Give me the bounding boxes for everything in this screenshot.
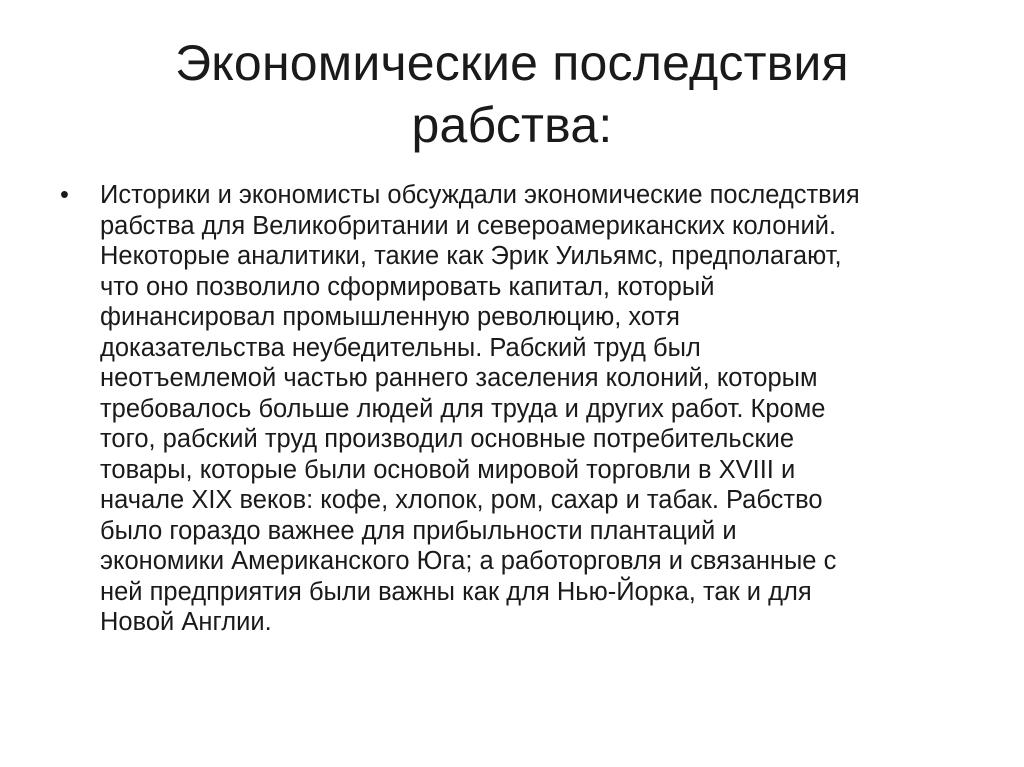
paragraph-line: начале XIX веков: кофе, хлопок, ром, сахар и табак. Рабство: [100, 486, 823, 514]
paragraph-line: ней предприятия были важны как для Нью-Йорка, так и для: [100, 577, 812, 606]
paragraph-line: того, рабский труд производил основные потребительские: [100, 425, 795, 453]
paragraph-line: экономики Американского Юга; а работорговля и связанные с: [100, 547, 837, 575]
title-line: рабства:: [411, 97, 613, 153]
paragraph-line: было гораздо важнее для прибыльности плантаций и: [100, 516, 737, 545]
paragraph-line: Некоторые аналитики, такие как Эрик Уильямс, предполагают,: [100, 242, 842, 270]
bullet-list: [60, 180, 960, 638]
paragraph-line: требовалось больше людей для труда и других работ. Кроме: [100, 394, 826, 423]
paragraph-line: что оно позволило сформировать капитал, который: [100, 272, 715, 301]
paragraph-line: рабства для Великобритании и североамериканских колоний.: [100, 211, 837, 240]
paragraph-line: финансировал промышленную революцию, хотя: [100, 303, 680, 331]
paragraph-line: доказательства неубедительны. Рабский труд был: [100, 333, 701, 362]
paragraph-line: товары, которые были основой мировой торговли в XVIII и: [100, 455, 796, 484]
bullet-marker: •: [60, 181, 69, 209]
paragraph-line: Новой Англии.: [100, 608, 272, 636]
slide-title: [80, 32, 944, 156]
bullet-item: [60, 180, 960, 638]
paragraph-line: Историки и экономисты обсуждали экономические последствия: [100, 181, 860, 209]
title-line: Экономические последствия: [175, 35, 849, 91]
slide-body: [60, 180, 960, 638]
paragraph-line: неотъемлемой частью раннего заселения колоний, которым: [100, 364, 818, 392]
